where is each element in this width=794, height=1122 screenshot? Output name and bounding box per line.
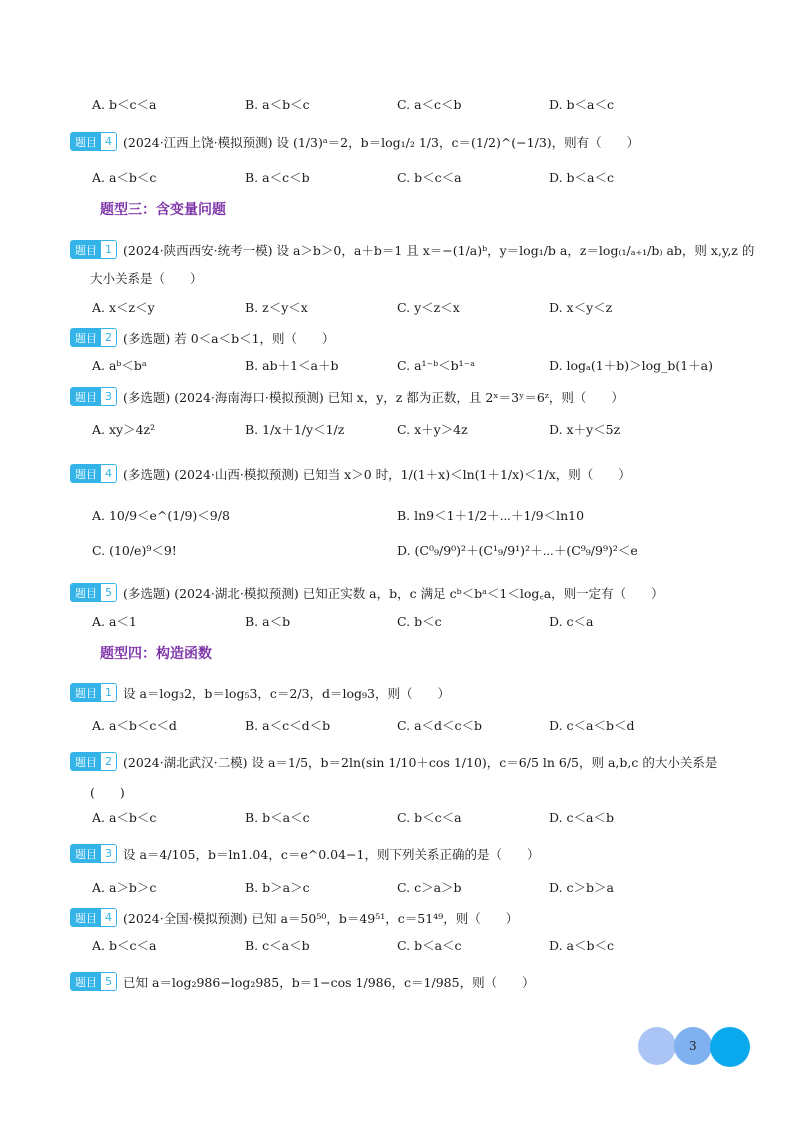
question-line: [70, 132, 639, 151]
answer-option: A. b＜c＜a: [92, 97, 157, 112]
question-text: (2024·全国·模拟预测) 已知 a＝50⁵⁰，b＝49⁵¹，c＝51⁴⁹，则（ ）: [123, 910, 519, 926]
question-continuation: ( ): [90, 785, 125, 800]
answer-option: D. (C⁰₉/9⁰)²＋(C¹₉/9¹)²＋⋯＋(C⁹₉/9⁹)²＜e: [397, 543, 638, 558]
question-badge: [70, 464, 117, 483]
answer-option: D. b＜a＜c: [549, 97, 614, 112]
question-number: 4: [101, 465, 116, 482]
answer-option: C. a＜d＜c＜b: [397, 718, 483, 733]
answer-option: C. b＜c＜a: [397, 170, 462, 185]
question-number: 4: [101, 909, 116, 926]
question-line: [70, 683, 450, 702]
question-badge-label: 题目: [71, 973, 101, 990]
answer-option: D. x＋y＜5z: [549, 422, 621, 437]
answer-option: C. b＜c＜a: [397, 810, 462, 825]
answer-option: A. aᵇ＜bᵃ: [92, 358, 147, 373]
question-text: (2024·江西上饶·模拟预测) 设 (1/3)ᵃ＝2，b＝log₁/₂ 1/3，c＝(1/2)^(−1/3)，则有（ ）: [123, 134, 640, 150]
answer-option: C. x＋y＞4z: [397, 422, 468, 437]
answer-option: D. logₐ(1＋b)＞log_b(1＋a): [549, 358, 714, 373]
question-badge-label: 题目: [71, 241, 101, 258]
question-badge-label: 题目: [71, 684, 101, 701]
question-line: [70, 972, 535, 991]
answer-option: A. a＜b＜c: [92, 170, 157, 185]
question-line: [70, 240, 754, 259]
answer-option: C. b＜a＜c: [397, 938, 462, 953]
answer-option: C. y＜z＜x: [397, 300, 460, 315]
answer-option: C. a¹⁻ᵇ＜b¹⁻ᵃ: [397, 358, 476, 373]
question-badge: [70, 844, 117, 863]
question-text: 设 a＝4/105，b＝ln1.04，c＝e^0.04−1，则下列关系正确的是（ ）: [123, 846, 540, 862]
question-number: 2: [101, 329, 116, 346]
answer-option: A. xy＞4z²: [92, 422, 156, 437]
answer-option: B. a＜c＜d＜b: [245, 718, 331, 733]
question-badge: [70, 752, 117, 771]
answer-option: D. c＞b＞a: [549, 880, 614, 895]
question-text: (多选题) (2024·海南海口·模拟预测) 已知 x，y，z 都为正数，且 2ˣ＝3ʸ＝6ᶻ，则（ ）: [123, 389, 624, 405]
question-badge-label: 题目: [71, 465, 101, 482]
question-line: [70, 752, 717, 771]
answer-option: C. b＜c: [397, 614, 442, 629]
question-number: 1: [101, 684, 116, 701]
question-badge-label: 题目: [71, 584, 101, 601]
question-text: (多选题) 若 0＜a＜b＜1，则（ ）: [123, 330, 335, 346]
question-line: [70, 908, 518, 927]
question-number: 4: [101, 133, 116, 150]
question-line: [70, 844, 539, 863]
question-text: (多选题) (2024·山西·模拟预测) 已知当 x＞0 时，1/(1＋x)＜ln(1＋1/x)＜1/x，则（ ）: [123, 466, 631, 482]
question-number: 5: [101, 584, 116, 601]
answer-option: A. a＜b＜c: [92, 810, 157, 825]
answer-option: B. z＜y＜x: [245, 300, 308, 315]
question-text: (多选题) (2024·湖北·模拟预测) 已知正实数 a，b，c 满足 cᵇ＜bᵃ＜1＜log꜀a，则一定有（ ）: [123, 585, 664, 601]
question-line: [70, 464, 631, 483]
answer-option: B. b＜a＜c: [245, 810, 310, 825]
answer-option: A. x＜z＜y: [92, 300, 155, 315]
question-number: 3: [101, 388, 116, 405]
question-line: [70, 328, 335, 347]
question-badge: [70, 387, 117, 406]
question-line: [70, 387, 624, 406]
section-heading: 题型三：含变量问题: [100, 202, 226, 218]
question-number: 3: [101, 845, 116, 862]
answer-option: D. c＜a＜b: [549, 810, 614, 825]
answer-option: C. (10/e)⁹＜9!: [92, 543, 177, 558]
question-badge: [70, 683, 117, 702]
answer-option: B. a＜b: [245, 614, 291, 629]
footer-circle-left: [638, 1027, 676, 1065]
question-line: [70, 583, 664, 602]
answer-option: B. ab＋1＜a＋b: [245, 358, 339, 373]
question-number: 2: [101, 753, 116, 770]
question-text: (2024·湖北武汉·二模) 设 a＝1/5，b＝2ln(sin 1/10＋cos 1/10)，c＝6/5 ln 6/5，则 a,b,c 的大小关系是: [123, 754, 718, 770]
question-text: 已知 a＝log₂986−log₂985，b＝1−cos 1/986，c＝1/985，则（ ）: [123, 974, 535, 990]
question-badge: [70, 328, 117, 347]
answer-option: A. a＜1: [92, 614, 137, 629]
question-badge-label: 题目: [71, 329, 101, 346]
question-number: 5: [101, 973, 116, 990]
question-continuation: 大小关系是（ ）: [90, 271, 203, 286]
answer-option: B. c＜a＜b: [245, 938, 310, 953]
answer-option: D. c＜a＜b＜d: [549, 718, 635, 733]
question-badge-label: 题目: [71, 909, 101, 926]
answer-option: D. b＜a＜c: [549, 170, 614, 185]
answer-option: B. a＜c＜b: [245, 170, 310, 185]
question-badge-label: 题目: [71, 133, 101, 150]
answer-option: B. b＞a＞c: [245, 880, 310, 895]
answer-option: D. a＜b＜c: [549, 938, 614, 953]
question-badge: [70, 908, 117, 927]
answer-option: C. a＜c＜b: [397, 97, 462, 112]
answer-option: A. a＞b＞c: [92, 880, 157, 895]
page-number: 3: [689, 1039, 697, 1053]
answer-option: C. c＞a＞b: [397, 880, 462, 895]
question-badge: [70, 240, 117, 259]
footer-circle-right: [710, 1027, 750, 1067]
answer-option: A. b＜c＜a: [92, 938, 157, 953]
answer-option: A. 10/9＜e^(1/9)＜9/8: [92, 508, 230, 523]
question-badge-label: 题目: [71, 753, 101, 770]
question-number: 1: [101, 241, 116, 258]
question-text: 设 a＝log₃2，b＝log₅3，c＝2/3，d＝log₉3，则（ ）: [123, 685, 451, 701]
answer-option: A. a＜b＜c＜d: [92, 718, 177, 733]
answer-option: D. x＜y＜z: [549, 300, 613, 315]
answer-option: B. 1/x＋1/y＜1/z: [245, 422, 345, 437]
question-badge: [70, 972, 117, 991]
question-badge-label: 题目: [71, 845, 101, 862]
question-badge: [70, 583, 117, 602]
answer-option: D. c＜a: [549, 614, 594, 629]
question-badge: [70, 132, 117, 151]
question-text: (2024·陕西西安·统考一模) 设 a＞b＞0，a＋b＝1 且 x＝−(1/a)ᵇ，y＝log₁/b a，z＝log₍₁/ₐ₊₁/b₎ ab，则 x,y,z 的: [123, 242, 755, 258]
section-heading: 题型四：构造函数: [100, 646, 212, 662]
question-badge-label: 题目: [71, 388, 101, 405]
answer-option: B. a＜b＜c: [245, 97, 310, 112]
answer-option: B. ln9＜1＋1/2＋⋯＋1/9＜ln10: [397, 508, 585, 523]
